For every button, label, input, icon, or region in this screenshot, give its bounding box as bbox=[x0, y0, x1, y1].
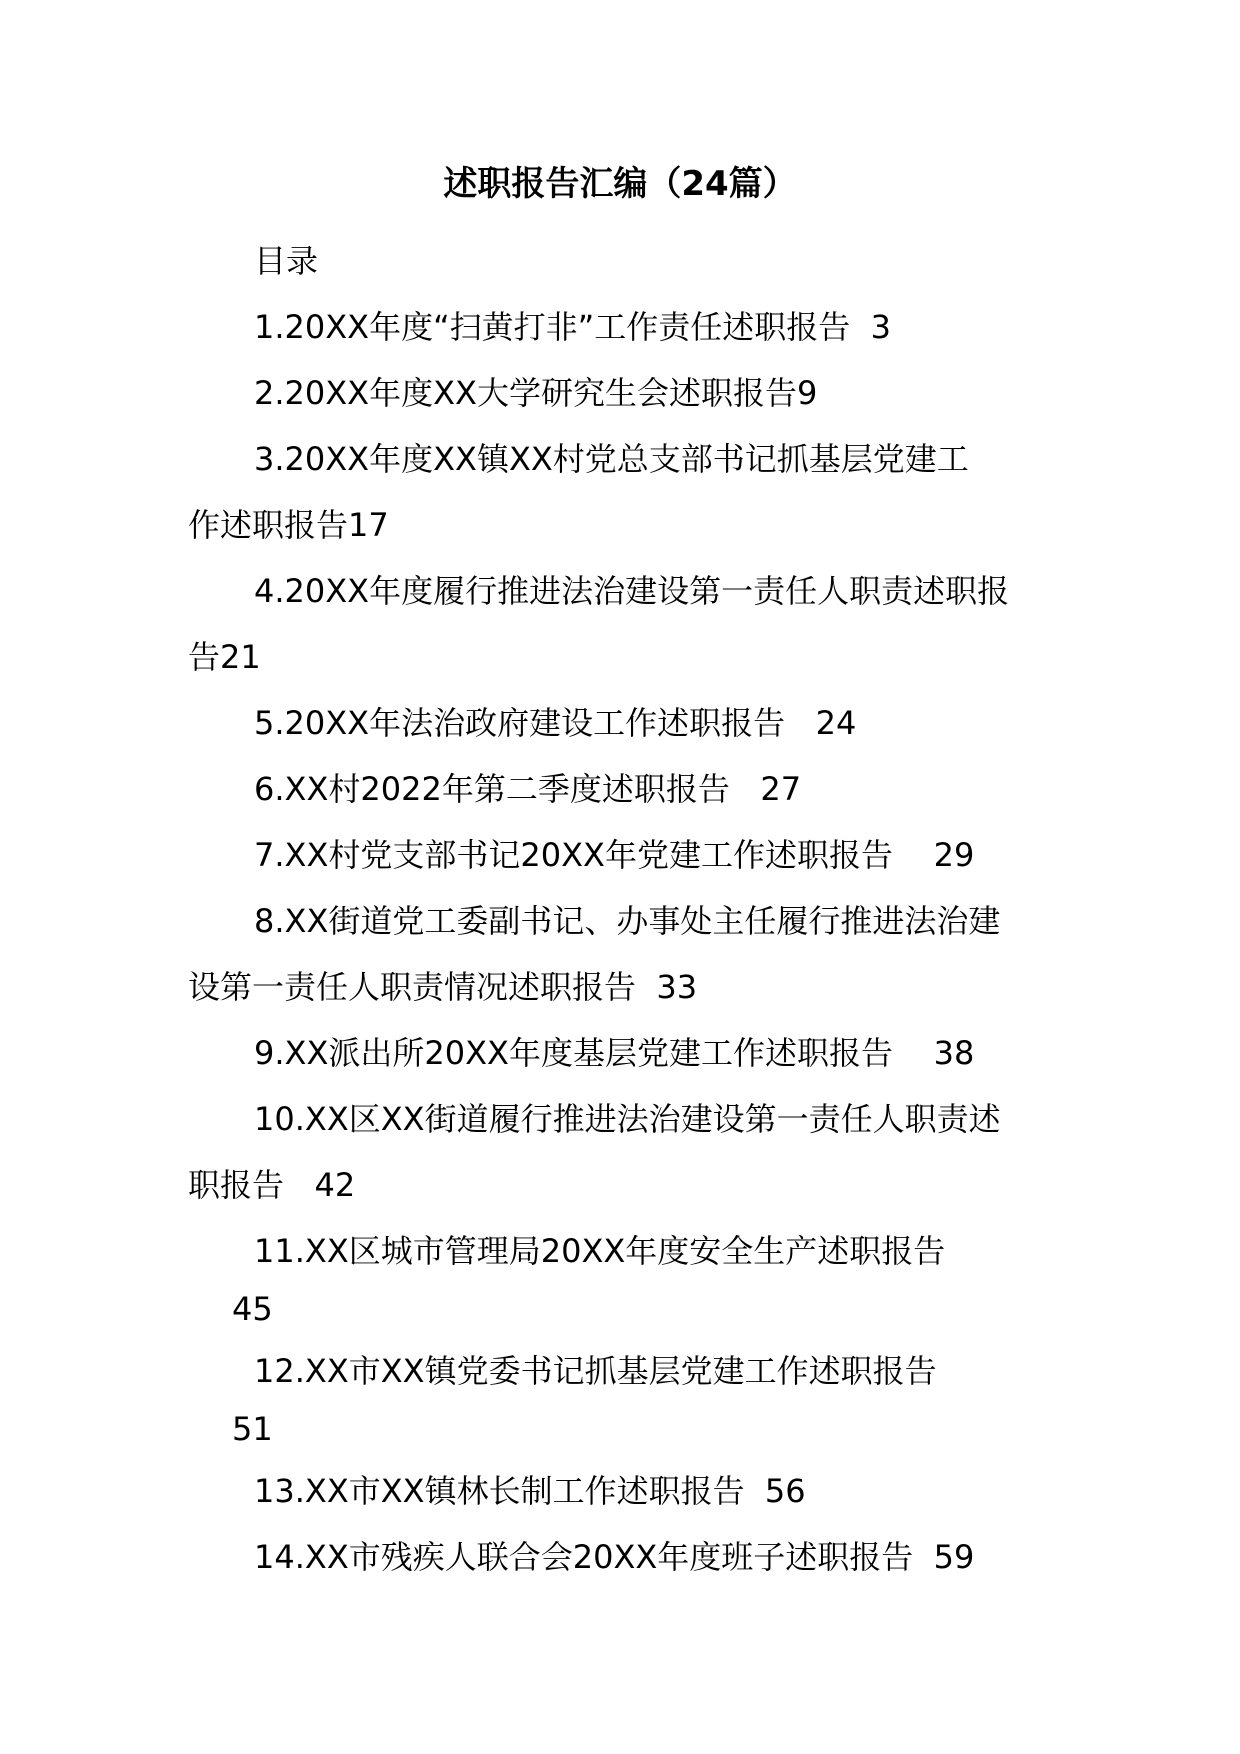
toc-entry-7: 7.XX村党支部书记20XX年党建工作述职报告 29 bbox=[254, 836, 975, 874]
toc-entry-4 bbox=[188, 558, 1060, 690]
toc-entry-14: 14.XX市残疾人联合会20XX年度班子述职报告 59 bbox=[254, 1538, 975, 1576]
toc-entry-line: 职报告 42 bbox=[188, 1166, 356, 1204]
table-of-contents bbox=[188, 228, 1060, 1590]
toc-entry-2: 2.20XX年度XX大学研究生会述职报告9 bbox=[254, 374, 818, 412]
toc-entry-line: 8.XX街道党工委副书记、办事处主任履行推进法治建 bbox=[254, 902, 1001, 940]
toc-entry-13: 13.XX市XX镇林长制工作述职报告 56 bbox=[254, 1472, 806, 1510]
toc-heading: 目录 bbox=[254, 242, 319, 280]
toc-entry-6: 6.XX村2022年第二季度述职报告 27 bbox=[254, 770, 802, 808]
toc-entry-1: 1.20XX年度“扫黄打非”工作责任述职报告 3 bbox=[254, 308, 891, 346]
toc-entry-line: 3.20XX年度XX镇XX村党总支部书记抓基层党建工 bbox=[254, 440, 969, 478]
toc-entry-3 bbox=[188, 426, 1060, 558]
toc-entry-line: 作述职报告17 bbox=[188, 506, 389, 544]
toc-entry-line: 设第一责任人职责情况述职报告 33 bbox=[188, 968, 698, 1006]
toc-entry-line: 11.XX区城市管理局20XX年度安全生产述职报告 bbox=[254, 1232, 946, 1270]
toc-entry-line: 12.XX市XX镇党委书记抓基层党建工作述职报告 bbox=[254, 1352, 937, 1390]
toc-entry-12 bbox=[188, 1338, 1060, 1458]
toc-entry-9: 9.XX派出所20XX年度基层党建工作述职报告 38 bbox=[254, 1034, 975, 1072]
toc-entry-line: 4.20XX年度履行推进法治建设第一责任人职责述职报 bbox=[254, 572, 1010, 610]
document-title: 述职报告汇编（24篇） bbox=[443, 164, 797, 204]
toc-entry-11 bbox=[188, 1218, 1060, 1338]
toc-entry-line: 45 bbox=[232, 1290, 273, 1328]
toc-entry-line: 51 bbox=[232, 1410, 273, 1448]
toc-entry-line: 10.XX区XX街道履行推进法治建设第一责任人职责述 bbox=[254, 1100, 1001, 1138]
toc-entry-10 bbox=[188, 1086, 1060, 1218]
toc-entry-8 bbox=[188, 888, 1060, 1020]
toc-entry-5: 5.20XX年法治政府建设工作述职报告 24 bbox=[254, 704, 857, 742]
toc-entry-line: 告21 bbox=[188, 638, 261, 676]
